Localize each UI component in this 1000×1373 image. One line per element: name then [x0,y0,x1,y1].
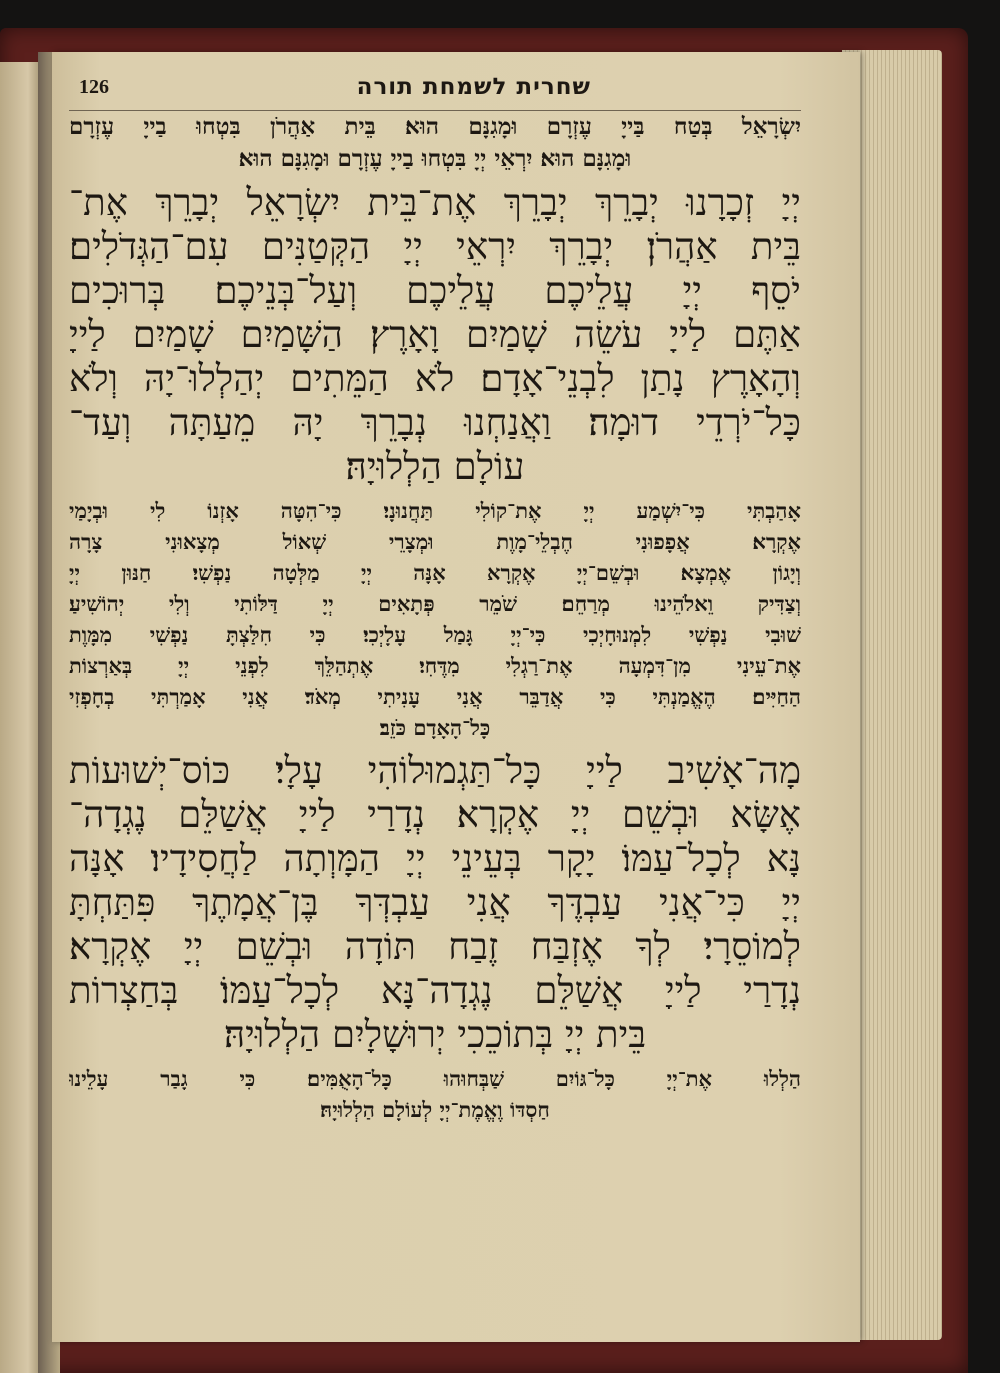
text-line: הַלְלוּ אֶת־יְיָ כָּל־גּוֹיִם שַׁבְּחוּהוּ כָּל־הָאֻמִּים׃ כִּי גָבַר עָלֵינוּ [69,1066,801,1091]
text-line: וּמָגִנָּם הוּא׃ יִרְאֵי יְיָ בִּטְחוּ בַייָ עֶזְרָם וּמָגִנָּם הוּא׃ [238,145,632,172]
left-page-edge [0,62,40,1373]
paragraph-gap [69,1125,801,1131]
text-line: אֶת־עֵינִי מִן־דִּמְעָה אֶת־רַגְלִי מִדֶּחִי׃ אֶתְהַלֵּךְ לִפְנֵי יְיָ בְּאַרְצוֹת [69,653,801,678]
book-page [52,52,860,1342]
text-line: בֵּית אַהֲרֹן׃ יְבָרֵךְ יִרְאֵי יְיָ הַקְּטַנִּים עִם־הַגְּדֹלִים׃ [69,225,801,268]
text-line: מָה־אָשִׁיב לַייָ כָּל־תַּגְמוּלוֹהִי עָלָי׃ כּוֹס־יְשׁוּעוֹת [69,749,801,792]
prayer-body [69,111,801,1131]
text-line: וְיָגוֹן אֶמְצָא׃ וּבְשֵׁם־יְיָ אֶקְרָא אָנָּה יְיָ מַלְּטָה נַפְשִׁי׃ חַנּוּן יְיָ [69,560,801,585]
paragraph [69,749,801,1057]
text-line: בֵּית יְיָ בְּתוֹכֵכִי יְרוּשָׁלָיִם הַלְלוּיָהּ׃ [223,1013,647,1056]
text-line: נָּא לְכָל־עַמּוֹ׃ יָקָר בְּעֵינֵי יְיָ הַמָּוְתָה לַחֲסִידָיו׃ אָנָּה [69,837,801,880]
text-block [69,70,801,1230]
text-line: אֶקְרָא׃ אֲפָפוּנִי חֶבְלֵי־מָוֶת וּמְצָרֵי שְׁאוֹל מְצָאוּנִי צָרָה [69,529,801,554]
paragraph [69,495,801,743]
text-line: עוֹלָם הַלְלוּיָהּ׃ [345,445,525,488]
text-line: יֹסֵף יְיָ עֲלֵיכֶם עֲלֵיכֶם וְעַל־בְּנֵיכֶם׃ בְּרוּכִים [69,269,801,312]
text-line: אֶשָּׂא וּבְשֵׁם יְיָ אֶקְרָא׃ נְדָרַי לַייָ אֲשַׁלֵּם נֶגְדָה־ [69,793,801,836]
text-line: כָּל־הָאָדָם כֹּזֵב׃ [379,715,491,740]
running-head: שחרית לשמחת תורה [356,74,591,100]
page-header [69,70,801,111]
paragraph [69,1063,801,1125]
text-line: יְיָ זְכָרָנוּ יְבָרֵךְ יְבָרֵךְ אֶת־בֵּית יִשְׂרָאֵל יְבָרֵךְ אֶת־ [69,181,801,224]
text-line: יִשְׂרָאֵל בְּטַח בַּייָ עֶזְרָם וּמָגִנָּם הוּא׃ בֵּית אַהֲרֹן בִּטְחוּ בַייָ עֶזְרָם [69,113,801,140]
text-line: אָהַבְתִּי כִּי־יִשְׁמַע יְיָ אֶת־קוֹלִי תַּחֲנוּנָי׃ כִּי־הִטָּה אָזְנוֹ לִי וּבְיָמַי [69,498,801,523]
text-line: לְמוֹסֵרָי׃ לְךָ אֶזְבַּח זֶבַח תּוֹדָה וּבְשֵׁם יְיָ אֶקְרָא׃ [69,925,801,968]
paragraph [69,181,801,489]
text-line: וְצַדִּיק וֵאלֹהֵינוּ מְרַחֵם׃ שֹׁמֵר פְּתָאִים יְיָ דַּלּוֹתִי וְלִי יְהוֹשִׁיעַ׃ [69,591,801,616]
text-line: אַתֶּם לַייָ עֹשֵׂה שָׁמַיִם וָאָרֶץ׃ הַשָּׁמַיִם שָׁמַיִם לַייָ [69,313,801,356]
text-line: וְהָאָרֶץ נָתַן לִבְנֵי־אָדָם׃ לֹא הַמֵּתִים יְהַלְלוּ־יָהּ וְלֹא [69,357,801,400]
paragraph [69,111,801,175]
text-line: כָּל־יֹרְדֵי דוּמָה׃ וַאֲנַחְנוּ נְבָרֵךְ יָהּ מֵעַתָּה וְעַד־ [69,401,801,444]
text-line: שׁוּבִי נַפְשִׁי לִמְנוּחָיְכִי כִּי־יְיָ גָּמַל עָלָיְכִי׃ כִּי חִלַּצְתָּ נַפְשִׁי מִמָּוֶת [69,622,801,647]
page-number: 126 [79,76,109,98]
text-line: נְדָרַי לַייָ אֲשַׁלֵּם נֶגְדָה־נָּא לְכָל־עַמּוֹ׃ בְּחַצְרוֹת [69,969,801,1012]
text-line: חַסְדּוֹ וֶאֱמֶת־יְיָ לְעוֹלָם הַלְלוּיָהּ׃ [320,1097,550,1122]
text-line: הַחַיִּים׃ הֶאֱמַנְתִּי כִּי אֲדַבֵּר אֲנִי עָנִיתִי מְאֹד׃ אֲנִי אָמַרְתִּי בְחָפְזִי [69,684,801,709]
text-line: יְיָ כִּי־אֲנִי עַבְדֶּךָ אֲנִי עַבְדְּךָ בֶּן־אֲמָתֶךָ פִּתַּחְתָּ [69,881,801,924]
